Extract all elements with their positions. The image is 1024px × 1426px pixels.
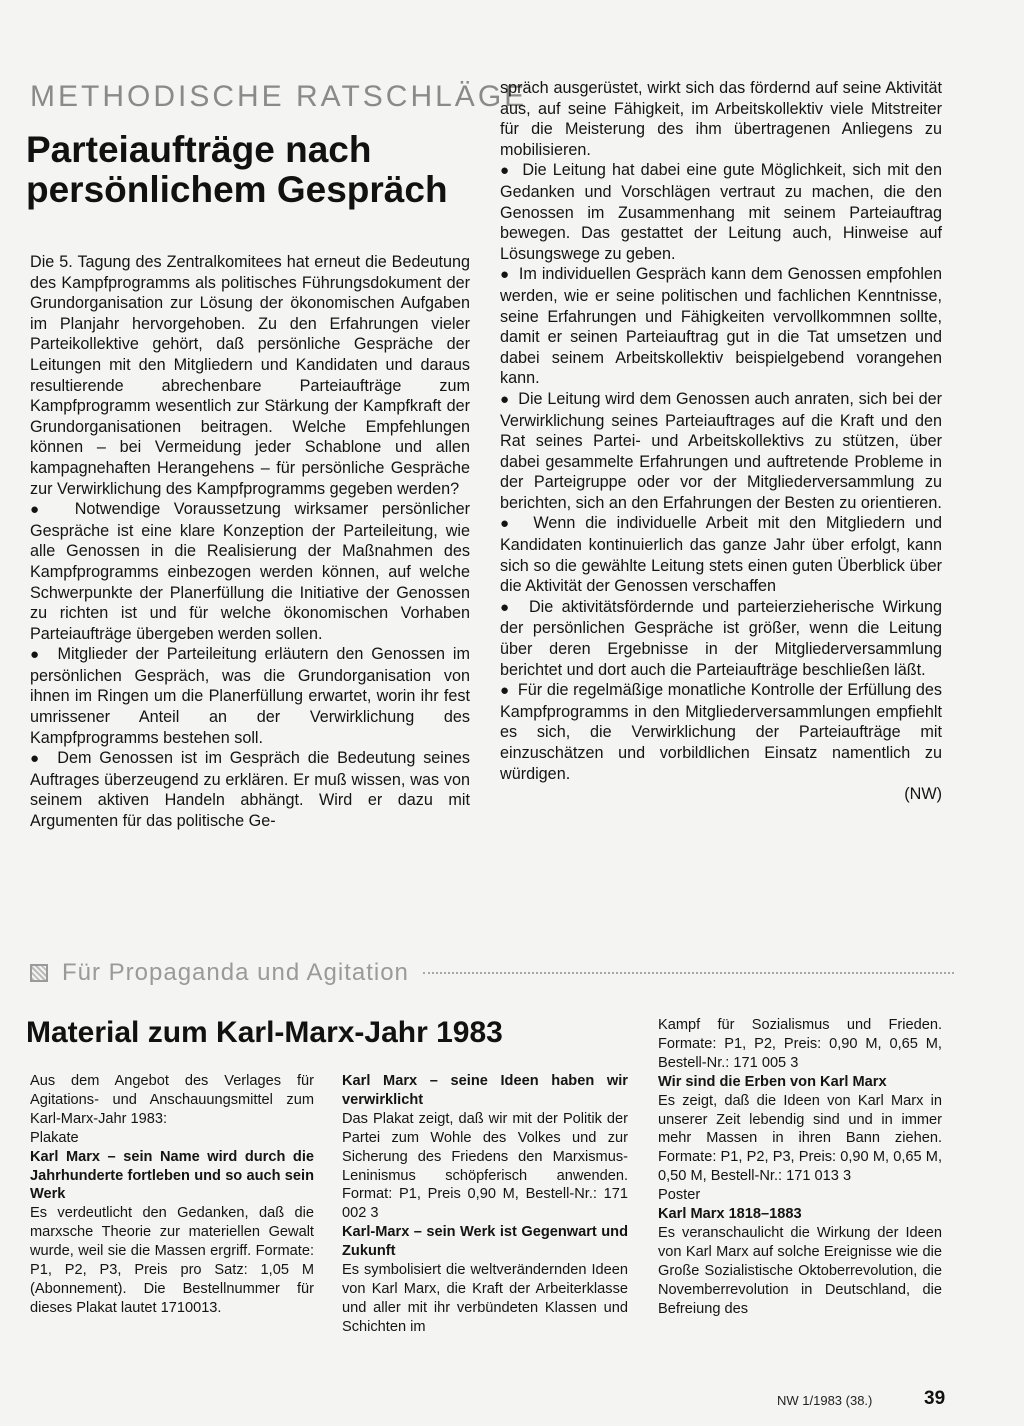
- paragraph: Poster: [658, 1187, 701, 1204]
- item-heading: Karl Marx – sein Name wird durch die Jahrhunderte fortleben und so auch sein Werk: [30, 1148, 314, 1203]
- bullet-paragraph: ● Dem Genossen ist im Gespräch die Bedeutung seines Auftrages überzeugend zu erklären. Er muß wissen, was von seinem aktiven Handeln abhängt. Wird er dazu mit Argumenten für das politische Ge-: [30, 748, 470, 831]
- item-heading: Wir sind die Erben von Karl Marx: [658, 1073, 887, 1090]
- paragraph: Es symbolisiert die weltverändernden Ideen von Karl Marx, die Kraft der Arbeiterklasse und aller mit ihr verbündeten Klassen und Schichten im: [342, 1262, 628, 1335]
- bullet-paragraph: ● Im individuellen Gespräch kann dem Genossen empfohlen werden, wie er seine politischen und fachlichen Kenntnisse, seine Erfahrungen und Fähigkeiten vervollkommnen sollte, damit er seinen Parteiauftrag gut in die Tat umsetzen und dabei seinem Arbeitskollektiv beispielgebend vorangehen kann.: [500, 264, 942, 389]
- article2-column-1: [30, 1072, 314, 1318]
- bullet-paragraph: ● Für die regelmäßige monatliche Kontrolle der Erfüllung des Kampfprogramms in den Mitgliederversammlungen empfiehlt es sich, die Verwirklichung der Parteiaufträge mit einzuschätzen und vorbildlichen Einsatz namentlich zu würdigen.: [500, 680, 942, 784]
- section-header: [30, 958, 954, 988]
- divider-rule: [423, 972, 954, 974]
- paragraph: Es veranschaulicht die Wirkung der Ideen von Karl Marx auf solche Ereignisse wie die Große Sozialistische Oktoberrevolution, die Novemberrevolution in Deutschland, die Befreiung des: [658, 1224, 942, 1317]
- article-right-column: [500, 78, 942, 805]
- paragraph: Es verdeutlicht den Gedanken, daß die marxsche Theorie zur materiellen Gewalt wurde, weil sie die Massen ergriff. Formate: P1, P2, P3, Preis pro Satz: 1,05 M (Abonnement). Die Bestellnummer für dieses Plakat lautet 1710013.: [30, 1205, 314, 1316]
- issue-reference: NW 1/1983 (38.): [777, 1393, 873, 1408]
- article-left-column: [30, 252, 470, 832]
- section-logo-icon: [30, 964, 48, 982]
- item-heading: Karl-Marx – sein Werk ist Gegenwart und Zukunft: [342, 1224, 628, 1260]
- bullet-paragraph: ● Die Leitung wird dem Genossen auch anraten, sich bei der Verwirklichung seines Parteiauftrages auf die Kraft und den Rat seines Partei- und Arbeitskollektivs zu stützen, über dabei gesammelte Erfahrungen und auftretende Probleme in der Parteigruppe oder vor der Mitgliederversammlung zu berichten, sich an den Erfahrungen der Besten zu orientieren.: [500, 389, 942, 514]
- paragraph: Aus dem Angebot des Verlages für Agitations- und Anschauungsmittel zum Karl-Marx-Jahr 1983:: [30, 1073, 314, 1127]
- paragraph: Die 5. Tagung des Zentralkomitees hat erneut die Bedeutung des Kampfprogramms als politisches Führungsdokument der Grundorganisation zur Lösung der ökonomischen Aufgaben im Planjahr hervorgehoben. Zu den Erfahrungen vieler Parteikollektive gehört, daß persönliche Gespräche der Leitungen mit den Mitgliedern und Kandidaten und daraus resultierende abrechenbare Parteiaufträge zum Kampfprogramm wesentlich zur Stärkung der Kampfkraft der Grundorganisationen beitragen. Welche Empfehlungen können – bei Vermeidung jeder Schablone und allen kampagnehaften Herangehens – für persönliche Gespräche zur Verwirklichung des Kampfprogramms gegeben werden?: [30, 253, 470, 498]
- page-number: 39: [924, 1388, 946, 1409]
- item-heading: Karl Marx – seine Ideen haben wir verwirklicht: [342, 1073, 628, 1108]
- paragraph: Es zeigt, daß die Ideen von Karl Marx in unserer Zeit lebendig sind und in immer mehr Massen in ihren Bann ziehen. Formate: P1, P2, P3, Preis: 0,90 M, 0,65 M, 0,50 M, Bestell-Nr.: 171 013 3: [658, 1092, 942, 1185]
- paragraph: Kampf für Sozialismus und Frieden. Formate: P1, P2, Preis: 0,90 M, 0,65 M, Bestell-Nr.: 171 005 3: [658, 1017, 942, 1071]
- bullet-paragraph: ● Wenn die individuelle Arbeit mit den Mitgliedern und Kandidaten kontinuierlich das ganze Jahr über erfolgt, kann sich so die gewählte Leitung stets einen guten Überblick über die Aktivität der Genossen verschaffen: [500, 513, 942, 596]
- section-label: Für Propaganda und Agitation: [62, 959, 409, 986]
- item-heading: Karl Marx 1818–1883: [658, 1206, 802, 1223]
- article2-column-3: [658, 1016, 942, 1319]
- paragraph: Das Plakat zeigt, daß wir mit der Politik der Partei zum Wohle des Volkes und zur Sicherung des Friedens den Marxismus-Leninismus schöpferisch anwenden. Format: P1, Preis 0,90 M, Bestell-Nr.: 171 002 3: [342, 1110, 628, 1222]
- article2-column-2: [342, 1072, 628, 1337]
- bullet-paragraph: ● Notwendige Voraussetzung wirksamer persönlicher Gespräche ist eine klare Konzeption der Parteileitung, wie alle Genossen in die Realisierung der Maßnahmen des Kampfprogramms einbezogen werden können, auf welche Schwerpunkte der Planerfüllung die Initiative der Genossen zu richten ist und für welche ökonomischen Vorhaben Parteiaufträge übergeben werden sollen.: [30, 499, 470, 644]
- paragraph: Plakate: [30, 1129, 79, 1146]
- author-signature: (NW): [904, 785, 942, 804]
- article-title: Parteiaufträge nach persönlichem Gespräch: [26, 129, 448, 210]
- paragraph: spräch ausgerüstet, wirkt sich das fördernd auf seine Aktivität aus, auf seine Fähigkeit, im Arbeitskollektiv viele Mitstreiter für die Meisterung des ihm übertragenen Anliegens zu mobilisieren.: [500, 79, 942, 159]
- article2-title: Material zum Karl-Marx-Jahr 1983: [26, 1016, 503, 1049]
- bullet-paragraph: ● Die aktivitätsfördernde und parteierzieherische Wirkung der persönlichen Gespräche ist größer, wenn die Leitung über deren Ergebnisse in der Mitgliederversammlung berichtet und dort auch die Parteiaufträge beschließen läßt.: [500, 597, 942, 680]
- section-kicker: METHODISCHE RATSCHLÄGE: [30, 80, 528, 113]
- bullet-paragraph: ● Mitglieder der Parteileitung erläutern den Genossen im persönlichen Gespräch, was die Grundorganisation von ihnen im Ringen um die Planerfüllung erwartet, worin ihr fest umrissener Anteil an der Verwirklichung des Kampfprogramms bestehen soll.: [30, 644, 470, 748]
- bullet-paragraph: ● Die Leitung hat dabei eine gute Möglichkeit, sich mit den Gedanken und Vorschlägen vertraut zu machen, die den Genossen im Zusammenhang mit seinem Parteiauftrag bewegen. Das gestattet der Leitung auch, Hinweise auf Lösungswege zu geben.: [500, 160, 942, 264]
